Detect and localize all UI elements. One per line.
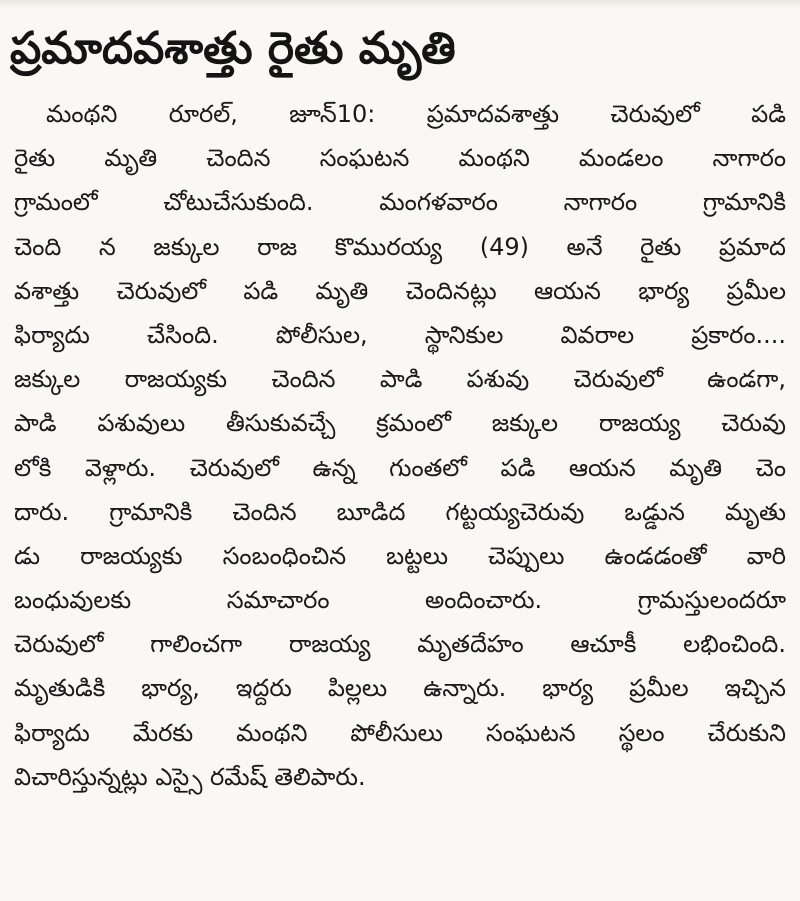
article-line: వశాత్తు చెరువులో పడి మృతి చెందినట్లు ఆయన భార్య ప్రమీల <box>14 276 786 305</box>
article-headline: ప్రమాదవశాత్తు రైతు మృతి <box>10 23 456 74</box>
article-line: గ్రామంలో చోటుచేసుకుంది. మంగళవారం నాగారం గ్రామానికి <box>14 188 786 217</box>
article-line: ఫిర్యాదు మేరకు మంథని పోలీసులు సంఘటన స్థలం చేరుకుని <box>14 718 786 747</box>
article-line: మృతుడికి భార్య, ఇద్దరు పిల్లలు ఉన్నారు. భార్య ప్రమీల ఇచ్చిన <box>14 674 786 703</box>
article-line: దారు. గ్రామానికి చెందిన బూడిద గట్టయ్యచెరువు ఒడ్డున మృతు <box>14 497 786 526</box>
article-line: జక్కుల రాజయ్యకు చెందిన పాడి పశువు చెరువులో ఉండగా, <box>14 365 786 394</box>
article-line: విచారిస్తున్నట్లు ఎస్సై రమేష్ తెలిపారు. <box>14 762 366 791</box>
article-line: రైతు మృతి చెందిన సంఘటన మంథని మండలం నాగారం <box>14 144 786 173</box>
article-line: ఫిర్యాదు చేసింది. పోలీసుల, స్థానికుల వివరాల ప్రకారం.... <box>14 320 786 349</box>
article-line: చెరువులో గాలించగా రాజయ్య మృతదేహం ఆచూకీ లభించింది. <box>14 630 786 659</box>
article-line: మంథని రూరల్, జూన్10: ప్రమాదవశాత్తు చెరువులో పడి <box>46 100 786 128</box>
article-body <box>14 92 786 799</box>
article-line: బంధువులకు సమాచారం అందించారు. గ్రామస్తులందరూ <box>14 586 786 615</box>
article-line: పాడి పశువులు తీసుకువచ్చే క్రమంలో జక్కుల రాజయ్య చెరువు <box>14 409 786 438</box>
top-edge <box>0 0 800 8</box>
article-line: చెంది న జక్కుల రాజ కొమురయ్య (49) అనే రైతు ప్రమాద <box>14 232 786 261</box>
article-line: డు రాజయ్యకు సంబంధించిన బట్టలు చెప్పులు ఉండడంతో వారి <box>14 541 786 570</box>
article-line: లోకి వెళ్లారు. చెరువులో ఉన్న గుంతలో పడి ఆయన మృతి చెం <box>14 453 786 482</box>
